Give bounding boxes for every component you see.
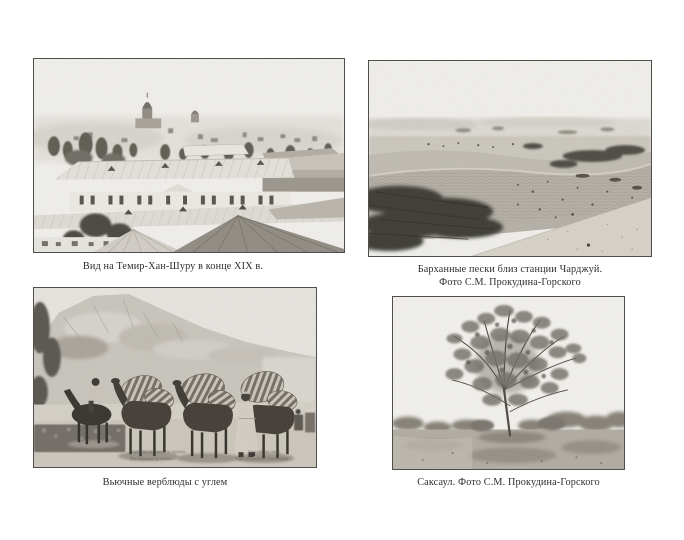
caption-barkhan-sands [368, 264, 652, 290]
sand-dunes-image [369, 61, 651, 256]
camel-caravan-image [34, 288, 316, 467]
photo-barkhan-sands [368, 60, 652, 257]
city-view-image [34, 59, 344, 252]
saxaul-bush-image [393, 297, 624, 469]
photo-pack-camels [33, 287, 317, 468]
caption-line: Фото С.М. Прокудина-Горского [439, 276, 581, 288]
photo-saxaul [392, 296, 625, 470]
caption-line: Саксаул. Фото С.М. Прокудина-Горского [417, 477, 600, 488]
imprint-left-line1: Верблюды вьючные съ грузомъ. [129, 449, 187, 455]
caption-saxaul [392, 477, 625, 490]
caption-temir-khan-shura [23, 261, 323, 274]
caption-line: Барханные пески близ станции Чарджуй. [417, 264, 603, 275]
imprint-right-line1: Закаспійскіе типы. [247, 449, 281, 455]
caption-line: Вьючные верблюды с углем [102, 477, 228, 488]
photo-temir-khan-shura-city-view [33, 58, 345, 253]
imprint-left-line2: Des chameaux de transport. [130, 456, 177, 462]
imprint-right-line2: Types de territoire Transcaspien. [235, 456, 290, 462]
caption-line: Вид на Темир-Хан-Шуру в конце XIX в. [82, 261, 264, 272]
caption-pack-camels [23, 477, 307, 490]
